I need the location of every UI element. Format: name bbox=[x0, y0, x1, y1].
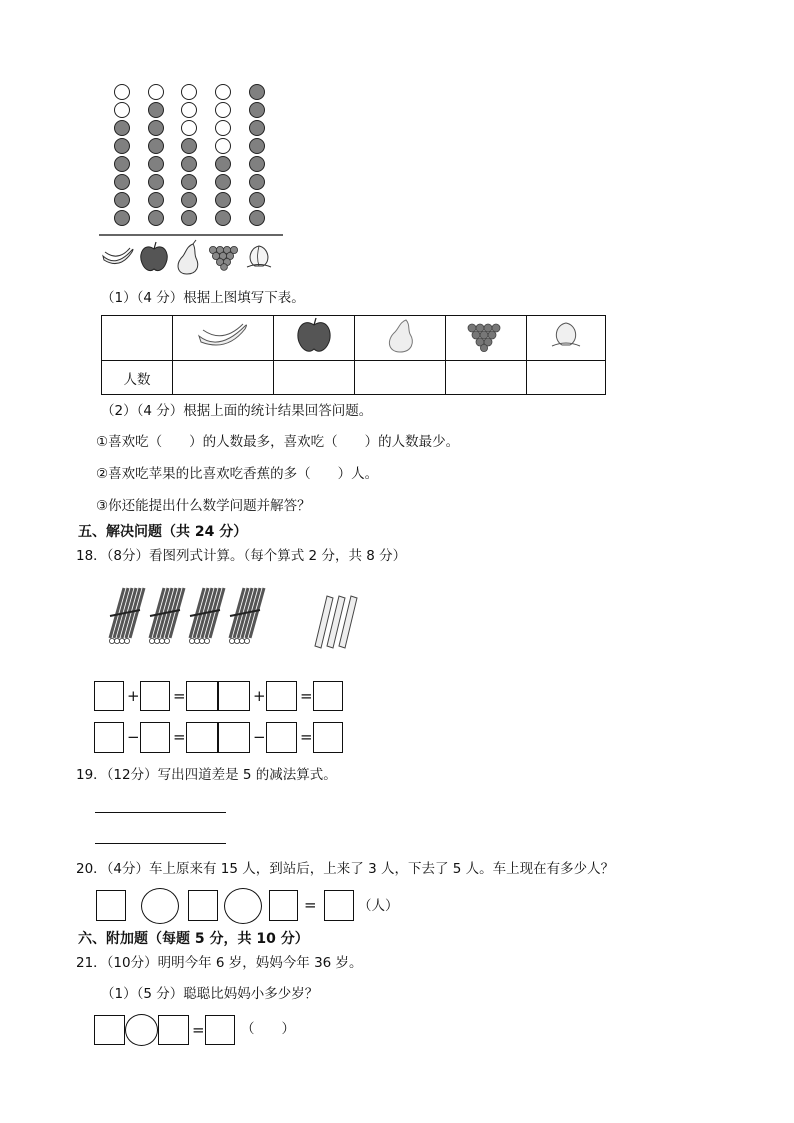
filled-circle-peach bbox=[250, 175, 265, 190]
filled-circle-banana bbox=[115, 121, 130, 136]
filled-circle-peach bbox=[250, 139, 265, 154]
answer-cell-pear[interactable] bbox=[355, 361, 446, 395]
table-header-pear bbox=[355, 316, 446, 361]
filled-circle-pear bbox=[182, 139, 197, 154]
q18-r2-eq2: = bbox=[300, 728, 313, 746]
q19-answer-line-1[interactable] bbox=[95, 812, 226, 813]
apple-icon bbox=[141, 242, 168, 271]
filled-circle-apple bbox=[149, 139, 164, 154]
bundles-of-ten bbox=[109, 588, 264, 644]
q18-r1-box4[interactable] bbox=[218, 681, 250, 711]
q17-part2-text: （2）（4 分）根据上面的统计结果回答问题。 bbox=[101, 403, 373, 419]
q18-r2-box5[interactable] bbox=[266, 722, 297, 753]
q21-unit: （ ） bbox=[241, 1021, 295, 1037]
q18-r1-box5[interactable] bbox=[266, 681, 297, 711]
q20-box3[interactable] bbox=[269, 890, 298, 921]
q21-part1-text: （1）（5 分）聪聪比妈妈小多少岁？ bbox=[101, 986, 319, 1002]
filled-circle-apple bbox=[149, 157, 164, 172]
q21-box2[interactable] bbox=[158, 1015, 189, 1045]
answer-cell-apple[interactable] bbox=[274, 361, 355, 395]
banana-icon bbox=[103, 248, 133, 264]
table-header-grape bbox=[446, 316, 527, 361]
q21-operator-circle[interactable] bbox=[125, 1014, 158, 1046]
pear-icon bbox=[178, 240, 198, 274]
filled-circle-peach bbox=[250, 103, 265, 118]
grape-icon bbox=[209, 246, 237, 270]
stick-bundle bbox=[109, 588, 144, 644]
fruit-pictograph bbox=[96, 80, 296, 275]
fruit-stat-table bbox=[101, 315, 606, 395]
banana-icon bbox=[193, 319, 253, 353]
filled-circle-banana bbox=[115, 211, 130, 226]
q17-sub2-text: ②喜欢吃苹果的比喜欢吃香蕉的多（ ）人。 bbox=[96, 466, 379, 482]
filled-circle-peach bbox=[250, 193, 265, 208]
q20-operator-circle1[interactable] bbox=[141, 888, 179, 924]
q18-text: 18．（8分）看图列式计算。（每个算式 2 分，共 8 分） bbox=[76, 548, 407, 564]
q21-eq: = bbox=[192, 1021, 205, 1039]
empty-circle-banana bbox=[115, 85, 130, 100]
filled-circle-apple bbox=[149, 121, 164, 136]
peach-icon bbox=[247, 246, 271, 267]
q20-eq: = bbox=[304, 896, 317, 914]
filled-circle-pear bbox=[182, 175, 197, 190]
filled-circle-grape bbox=[216, 211, 231, 226]
empty-circle-grape bbox=[216, 85, 231, 100]
filled-circle-apple bbox=[149, 193, 164, 208]
section6-title: 六、附加题（每题 5 分，共 10 分） bbox=[78, 931, 309, 947]
q18-r1-box1[interactable] bbox=[94, 681, 124, 711]
answer-cell-banana[interactable] bbox=[173, 361, 274, 395]
q21-text: 21．（10分）明明今年 6 岁，妈妈今年 36 岁。 bbox=[76, 955, 363, 971]
q17-sub3-text: ③你还能提出什么数学问题并解答？ bbox=[96, 498, 311, 514]
q20-operator-circle2[interactable] bbox=[224, 888, 262, 924]
q18-r1-op2: + bbox=[253, 687, 266, 705]
empty-circle-pear bbox=[182, 85, 197, 100]
section5-title: 五、解决问题（共 24 分） bbox=[78, 524, 248, 540]
filled-circle-apple bbox=[149, 211, 164, 226]
table-header-peach bbox=[527, 316, 606, 361]
apple-icon bbox=[294, 316, 334, 356]
q18-r2-box4[interactable] bbox=[218, 722, 250, 753]
empty-circle-grape bbox=[216, 139, 231, 154]
q21-answer-box[interactable] bbox=[205, 1015, 235, 1045]
q21-box1[interactable] bbox=[94, 1015, 125, 1045]
stick-bundle bbox=[149, 588, 184, 644]
table-header-banana bbox=[173, 316, 274, 361]
q20-box1[interactable] bbox=[96, 890, 126, 921]
filled-circle-banana bbox=[115, 175, 130, 190]
pear-icon bbox=[380, 316, 420, 356]
q18-r2-box2[interactable] bbox=[140, 722, 170, 753]
q18-r1-box6[interactable] bbox=[313, 681, 343, 711]
filled-circle-apple bbox=[149, 103, 164, 118]
stick-bundle bbox=[229, 588, 264, 644]
q18-r2-box6[interactable] bbox=[313, 722, 343, 753]
filled-circle-grape bbox=[216, 175, 231, 190]
q18-r1-box3[interactable] bbox=[186, 681, 218, 711]
filled-circle-pear bbox=[182, 193, 197, 208]
q18-r2-op2: − bbox=[253, 728, 266, 746]
empty-circle-pear bbox=[182, 103, 197, 118]
grape-icon bbox=[465, 319, 507, 353]
empty-circle-apple bbox=[149, 85, 164, 100]
q17-part1-text: （1）（4 分）根据上图填写下表。 bbox=[101, 290, 305, 306]
q19-text: 19．（12分）写出四道差是 5 的减法算式。 bbox=[76, 767, 337, 783]
peach-icon bbox=[546, 316, 586, 356]
filled-circle-banana bbox=[115, 139, 130, 154]
q19-answer-line-2[interactable] bbox=[95, 843, 226, 844]
empty-circle-pear bbox=[182, 121, 197, 136]
filled-circle-pear bbox=[182, 211, 197, 226]
filled-circle-peach bbox=[250, 121, 265, 136]
empty-circle-grape bbox=[216, 121, 231, 136]
q20-text: 20．（4分）车上原来有 15 人，到站后，上来了 3 人，下去了 5 人。车上现在有多少人？ bbox=[76, 861, 615, 877]
q20-unit: （人） bbox=[358, 898, 399, 914]
q18-r1-box2[interactable] bbox=[140, 681, 170, 711]
circle-grid bbox=[115, 85, 265, 226]
filled-circle-peach bbox=[250, 211, 265, 226]
answer-cell-grape[interactable] bbox=[446, 361, 527, 395]
empty-circle-banana bbox=[115, 103, 130, 118]
filled-circle-grape bbox=[216, 193, 231, 208]
sticks-illustration bbox=[100, 580, 380, 655]
table-corner-cell bbox=[102, 316, 173, 361]
q18-r2-op1: − bbox=[127, 728, 140, 746]
single-sticks bbox=[315, 596, 357, 648]
q18-r2-eq1: = bbox=[173, 728, 186, 746]
q18-r1-eq1: = bbox=[173, 687, 186, 705]
q18-r2-box1[interactable] bbox=[94, 722, 124, 753]
table-row-label: 人数 bbox=[102, 361, 173, 395]
empty-circle-grape bbox=[216, 103, 231, 118]
filled-circle-peach bbox=[250, 157, 265, 172]
filled-circle-banana bbox=[115, 193, 130, 208]
q20-box2[interactable] bbox=[188, 890, 218, 921]
q18-r1-op1: + bbox=[127, 687, 140, 705]
filled-circle-pear bbox=[182, 157, 197, 172]
table-header-apple bbox=[274, 316, 355, 361]
q17-sub1-text: ①喜欢吃（ ）的人数最多，喜欢吃（ ）的人数最少。 bbox=[96, 434, 460, 450]
q18-r1-eq2: = bbox=[300, 687, 313, 705]
stick-bundle bbox=[189, 588, 224, 644]
answer-cell-peach[interactable] bbox=[527, 361, 606, 395]
filled-circle-grape bbox=[216, 157, 231, 172]
q18-r2-box3[interactable] bbox=[186, 722, 218, 753]
q20-answer-box[interactable] bbox=[324, 890, 354, 921]
filled-circle-apple bbox=[149, 175, 164, 190]
filled-circle-peach bbox=[250, 85, 265, 100]
filled-circle-banana bbox=[115, 157, 130, 172]
